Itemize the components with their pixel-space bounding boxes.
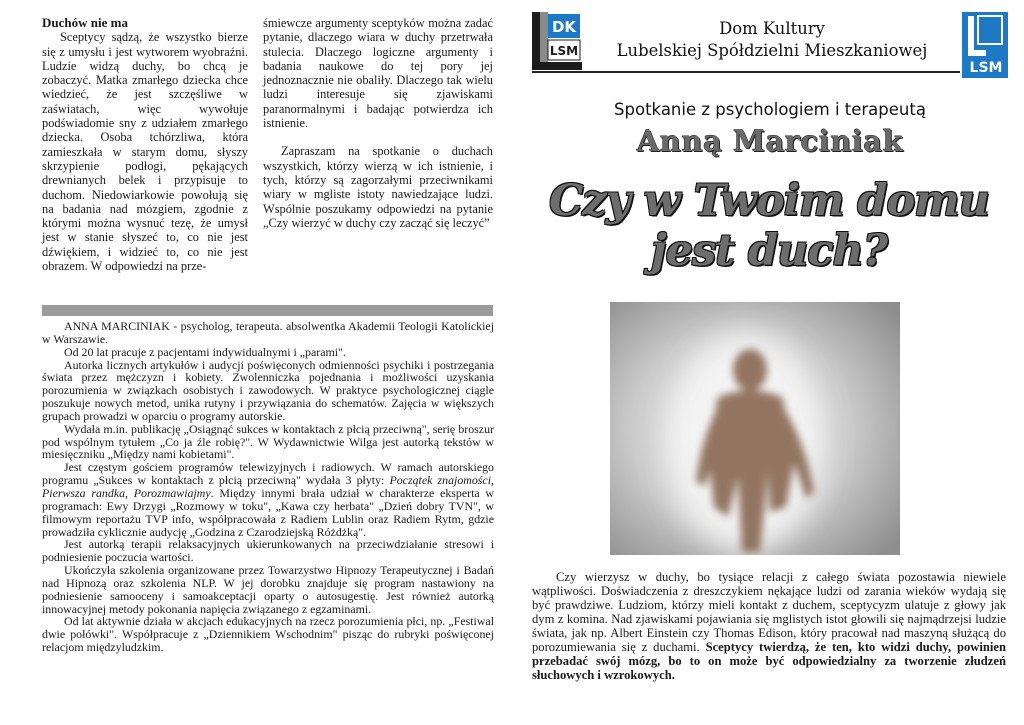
ghost-figure-photo [610, 302, 900, 555]
logo-dk-sub-text: LSM [549, 44, 579, 58]
article-title: Duchów nie ma [42, 15, 128, 30]
organization-name [584, 18, 960, 62]
article-column-2 [263, 16, 493, 230]
headline-line-1: Czy w Twoim domu [549, 176, 989, 226]
header-rule [532, 71, 960, 73]
bio-name: ANNA MARCINIAK [64, 319, 170, 333]
dk-lsm-logo-icon [532, 12, 582, 70]
speaker-name: Anną Marciniak [636, 124, 904, 158]
lsm-logo-icon [962, 12, 1008, 78]
article-col2-text-b: Zapraszam na spotkanie o duchach wszystkich, którzy wierzą w ich istnienie, i tych, którzy są zagorzałymi przeciwnikami wiary w mgliste istoty nawiedzające ludzi. Wspólnie poszukamy odpowiedzi na pytanie „Czy wierzyć w duchy czy zacząć się leczyć” [263, 144, 493, 230]
section-divider-bar [42, 305, 493, 316]
bio-paragraph-1 [42, 320, 494, 346]
bio-cd-titles: Początek znajomości, Pierwsza randka, Porozmawiajmy [42, 473, 494, 500]
intro-text: Czy wierzysz w duchy, bo tysiące relacji z całego świata pozostawia niewiele wątpliwości. Doświadczenia z dreszczykiem nękające ludzi od zarania wieków wydają się być prawdziwe. Ludziom, którzy mieli kontakt z duchem, sceptycyzm ulatuje z głowy jak dym z komina. Nad zjawiskami pojawiania się mglistych istot głowili się najmądrzejsi ludzie świata, jak np. Albert Einstein czy Thomas Edison, który pracował nad maszyną służącą do porozumiewania się z duchami. [532, 570, 1006, 655]
ghost-figure-image [610, 302, 900, 555]
lsm-logo [962, 12, 1008, 78]
event-headline [522, 176, 1016, 276]
intro-paragraph [532, 570, 1006, 682]
speaker-bio [42, 320, 494, 654]
bio-paragraph-5 [42, 461, 494, 538]
logo-dk-text: DK [551, 18, 577, 36]
bio-paragraph-6: Jest autorką terapii relaksacyjnych ukierunkowanych na przeciwdziałanie stresowi i podniesienie poczucia wartości. [42, 537, 494, 565]
bio-p5a-text: Jest częstym gościem programów telewizyjnych i radiowych. W ramach autorskiego programu „Sukces w kontaktach z płcią przeciwną" wydała 3 płyty: [42, 460, 494, 488]
article-column-1 [42, 16, 248, 273]
intro-bold-text: Sceptycy twierdzą, że ten, kto widzi duchy, powinien przebadać swój mózg, bo to on może być odpowiedzialny za tworzenie złudzeń słuchowych i wzrokowych. [532, 640, 1006, 683]
bio-paragraph-2: Od 20 lat pracuje z pacjentami indywidualnymi i „parami". [64, 344, 346, 359]
article-col1-text: Sceptycy sądzą, że wszystko bierze się z umysłu i jest wytworem wyobraźni. Ludzie widzą duchy, bo chcą je zobaczyć. Matka zmarłego dziecka chce wiedzieć, że jest szczęśliwe w zaświatach, więc wywołuje podświadomie sny z udziałem zmarłego dziecka. Osoba tchórzliwa, która zamieszkała w starym domu, słyszy skrzypienie podłogi, pękających drewnianych belek i przypisuje to duchom. Niedowiarkowie powołują się na badania nad mózgiem, zgodnie z którymi można wysnuć tezę, że umysł jest w stanie słyszeć to, co nie jest dźwiękiem, i widzieć to, co nie jest obrazem. W odpowiedzi na prze- [42, 30, 248, 274]
org-name-line-1: Dom Kultury [719, 19, 825, 38]
headline-line-2: jest duch? [651, 226, 887, 276]
dk-lsm-logo [532, 12, 582, 70]
bio-p5b-text: . Między innymi brała udział w charakterze eksperta w programach: Ewy Drzygi „Rozmowy w toku", „Kawa czy herbata" „Dzień dobry TVN", w filmowym reportażu TVP info, współpracowała z Radiem Lublin oraz Radiem Rytm, gdzie prowadziła cyklicznie audycję „Godzina z Czarodziejską Różdżką". [42, 485, 495, 539]
article-col2-text-a: śmiewcze argumenty sceptyków można zadać pytanie, dlaczego wiara w duchy przetrwała stulecia. Dlaczego logiczne argumenty i badania naukowe do tej pory jej jednoznacznie nie obaliły. Dlaczego tak wielu ludzi interesuje się zjawiskami paranormalnymi i badając potwierdza ich istnienie. [263, 16, 493, 131]
bio-paragraph-7: Ukończyła szkolenia organizowane przez Towarzystwo Hipnozy Terapeutycznej i Badań nad Hipnozą oraz szkolenia NLP. W jej dorobku znajduje się program nastawiony na podniesienie samooceny i samoakceptacji oparty o autosugestię. Jest również autorką innowacyjnej metody pokonania napięcia związanego z egzaminami. [42, 563, 494, 616]
bio-paragraph-8: Od lat aktywnie działa w akcjach edukacyjnych na rzecz porozumienia płci, np. „Festiwal dwie połówki". Współpracuje z „Dziennikiem Wschodnim" pisząc do rubryki poświęconej relacjom międzyludzkim. [42, 614, 494, 655]
event-intro [532, 570, 1006, 682]
bio-paragraph-4: Wydała m.in. publikację „Osiągnąć sukces w kontaktach z płcią przeciwną", serię broszur pod wspólnym tytułem „Co ja źle robię?". W Wydawnictwie Wilga jest autorką tekstów w miesięczniku „Między nami kobietami". [42, 421, 494, 462]
bio-paragraph-3: Autorka licznych artykułów i audycji poświęconych odmienności psychiki i postrzegania świata przez mężczyzn i kobiety. Zwolenniczka pojednania i możliwości uzyskania porozumienia w związkach osobistych i zawodowych. W praktyce psychologicznej ciągle poszukuje nowych metod, unika rutyny i przywiązania do schematów. Zajęcia w większych grupach prowadzi w oparciu o programy autorskie. [42, 357, 494, 423]
org-name-line-2: Lubelskiej Spółdzielni Mieszkaniowej [616, 41, 928, 60]
paragraph-spacer [263, 130, 493, 144]
event-subtitle: Spotkanie z psychologiem i terapeutą [614, 100, 926, 119]
bio-p1-text: - psycholog, terapeuta. absolwentka Akademii Teologii Katolickiej w Warszawie. [42, 319, 494, 346]
logo-lsm-text: LSM [969, 60, 1003, 76]
